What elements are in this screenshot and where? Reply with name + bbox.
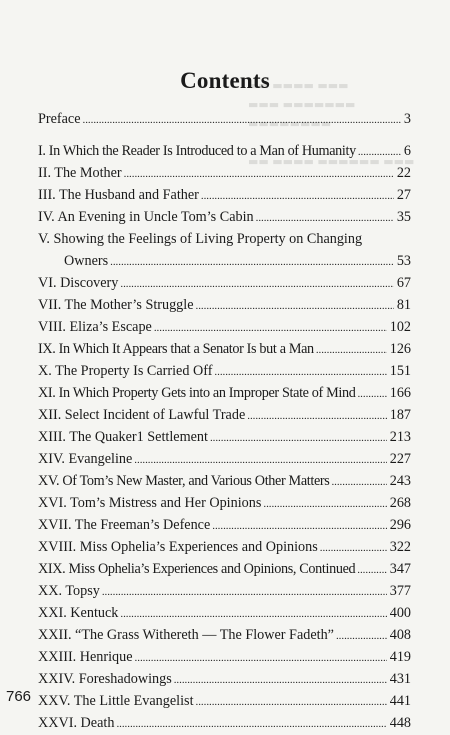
- toc-entry-chapter-9[interactable]: IX. In Which It Appears that a Senator Is but a Man . . . 126: [38, 338, 411, 360]
- toc-entry-chapter-17[interactable]: XVII. The Freeman’s Defence . . . 296: [38, 514, 411, 536]
- toc-entry-chapter-19[interactable]: XIX. Miss Ophelia’s Experiences and Opinions, Continued . . . 347: [38, 558, 411, 580]
- toc-entry-chapter-11[interactable]: XI. In Which Property Gets into an Improper State of Mind . . . 166: [38, 382, 411, 404]
- toc-entry-chapter-20[interactable]: XX. Topsy . . . 377: [38, 580, 411, 602]
- toc-entry-chapter-22[interactable]: XXII. “The Grass Withereth — The Flower Fadeth” . . . 408: [38, 624, 411, 646]
- toc-entry-chapter-21[interactable]: XXI. Kentuck . . . 400: [38, 602, 411, 624]
- toc-entry-preface[interactable]: Preface . . . 3: [38, 108, 411, 130]
- toc-entry-chapter-12[interactable]: XII. Select Incident of Lawful Trade . . . 187: [38, 404, 411, 426]
- toc-entry-chapter-2[interactable]: II. The Mother . . . 22: [38, 162, 411, 184]
- toc-entry-chapter-13[interactable]: XIII. The Quaker1 Settlement . . . 213: [38, 426, 411, 448]
- toc-entry-chapter-23[interactable]: XXIII. Henrique . . . 419: [38, 646, 411, 668]
- toc-entry-chapter-25[interactable]: XXV. The Little Evangelist . . . 441: [38, 690, 411, 712]
- page-number: 766: [6, 688, 32, 705]
- toc-entry-chapter-18[interactable]: XVIII. Miss Ophelia’s Experiences and Opinions . . . 322: [38, 536, 411, 558]
- table-of-contents: [38, 108, 411, 734]
- toc-entry-chapter-4[interactable]: IV. An Evening in Uncle Tom’s Cabin . . . 35: [38, 206, 411, 228]
- toc-entry-chapter-8[interactable]: VIII. Eliza’s Escape . . . 102: [38, 316, 411, 338]
- toc-entry-chapter-15[interactable]: XV. Of Tom’s New Master, and Various Other Matters . . . 243: [38, 470, 411, 492]
- toc-entry-chapter-24[interactable]: XXIV. Foreshadowings . . . 431: [38, 668, 411, 690]
- toc-entry-chapter-26[interactable]: XXVI. Death . . . 448: [38, 712, 411, 734]
- toc-entry-chapter-6[interactable]: VI. Discovery . . . 67: [38, 272, 411, 294]
- toc-entry-chapter-3[interactable]: III. The Husband and Father . . . 27: [38, 184, 411, 206]
- toc-entry-chapter-5[interactable]: V. Showing the Feelings of Living Property on Changing Owners . . . 53: [38, 228, 411, 272]
- bleed-through-text: ▬▬ ▬▬▬▬ ▬▬▬ ▬▬▬ ▬▬▬▬▬▬▬ ▬▬▬▬▬▬▬▬ ▬▬ ▬▬▬▬ ▬▬▬▬▬▬ ▬▬▬: [248, 79, 415, 168]
- toc-entry-chapter-7[interactable]: VII. The Mother’s Struggle . . . 81: [38, 294, 411, 316]
- contents-heading: Contents: [180, 68, 270, 93]
- toc-entry-chapter-16[interactable]: XVI. Tom’s Mistress and Her Opinions . . . 268: [38, 492, 411, 514]
- toc-entry-chapter-10[interactable]: X. The Property Is Carried Off . . . 151: [38, 360, 411, 382]
- toc-entry-chapter-1[interactable]: I. In Which the Reader Is Introduced to a Man of Humanity . . . 6: [38, 140, 411, 162]
- toc-entry-chapter-14[interactable]: XIV. Evangeline . . . 227: [38, 448, 411, 470]
